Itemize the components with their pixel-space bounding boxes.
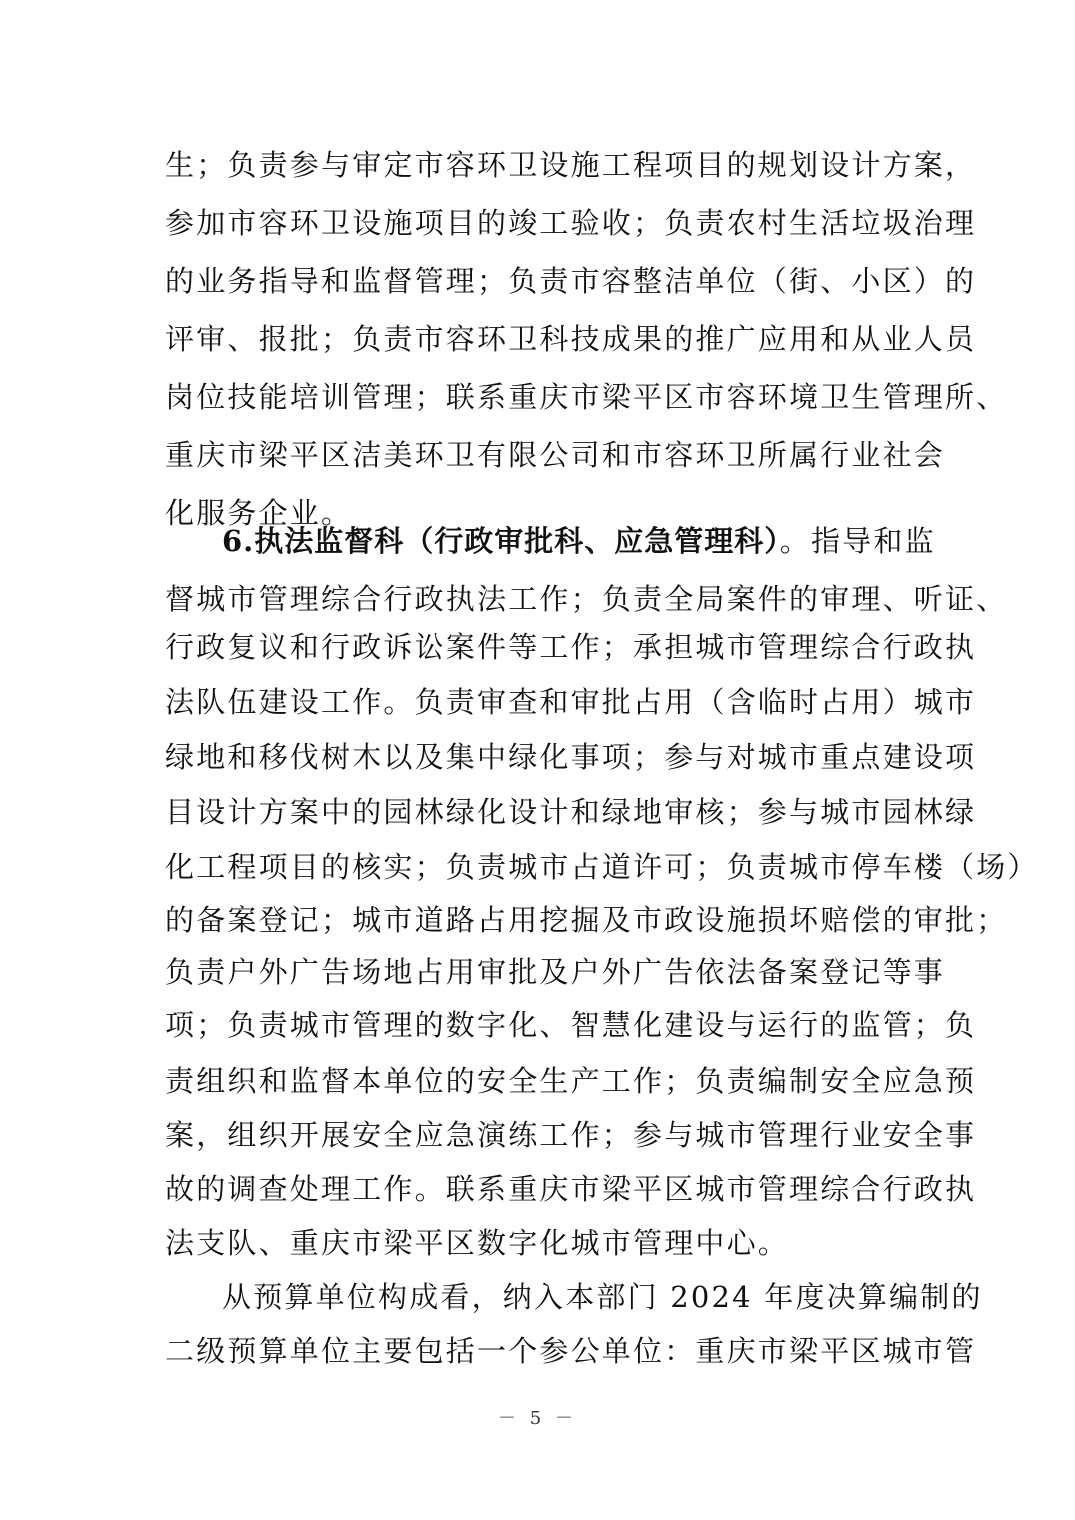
text-line: 评审、报批；负责市容环卫科技成果的推广应用和从业人员 — [165, 322, 977, 356]
section-heading-line — [222, 512, 992, 570]
text-line: 法队伍建设工作。负责审查和审批占用（含临时占用）城市 — [165, 685, 977, 719]
text-line: 生；负责参与审定市容环卫设施工程项目的规划设计方案， — [165, 148, 977, 182]
text-line: 责组织和监督本单位的安全生产工作；负责编制安全应急预 — [165, 1064, 977, 1098]
page-number: － 5 － — [498, 1408, 577, 1429]
section-heading: 6.执法监督科（行政审批科、应急管理科） — [222, 524, 780, 558]
text-line: 案，组织开展安全应急演练工作；参与城市管理行业安全事 — [165, 1118, 977, 1152]
text-line: 重庆市梁平区洁美环卫有限公司和市容环卫所属行业社会 — [165, 438, 946, 472]
text-line: 参加市容环卫设施项目的竣工验收；负责农村生活垃圾治理 — [165, 206, 977, 240]
text-line: 化工程项目的核实；负责城市占道许可；负责城市停车楼（场） — [165, 850, 1039, 884]
text-line: 法支队、重庆市梁平区数字化城市管理中心。 — [165, 1226, 790, 1260]
text-line: 化服务企业。 — [165, 496, 353, 530]
text-line: 督城市管理综合行政执法工作；负责全局案件的审理、听证、 — [165, 582, 1008, 616]
text-line: 的备案登记；城市道路占用挖掘及市政设施损坏赔偿的审批； — [165, 903, 1008, 937]
text-line: 项；负责城市管理的数字化、智慧化建设与运行的监管；负 — [165, 1008, 977, 1042]
text-line: 岗位技能培训管理；联系重庆市梁平区市容环境卫生管理所、 — [165, 380, 1008, 414]
text-line: 二级预算单位主要包括一个参公单位：重庆市梁平区城市管 — [165, 1334, 977, 1368]
text-line: 从预算单位构成看，纳入本部门 2024 年度决算编制的 — [222, 1280, 983, 1314]
text-line: 负责户外广告场地占用审批及户外广告依法备案登记等事 — [165, 955, 946, 989]
text-line: 行政复议和行政诉讼案件等工作；承担城市管理综合行政执 — [165, 630, 977, 664]
text-line: 绿地和移伐树木以及集中绿化事项；参与对城市重点建设项 — [165, 740, 977, 774]
text-line: 目设计方案中的园林绿化设计和绿地审核；参与城市园林绿 — [165, 795, 977, 829]
text-span: 。指导和监 — [779, 524, 936, 558]
text-line: 的业务指导和监督管理；负责市容整洁单位（街、小区）的 — [165, 264, 977, 298]
text-line: 故的调查处理工作。联系重庆市梁平区城市管理综合行政执 — [165, 1172, 977, 1206]
